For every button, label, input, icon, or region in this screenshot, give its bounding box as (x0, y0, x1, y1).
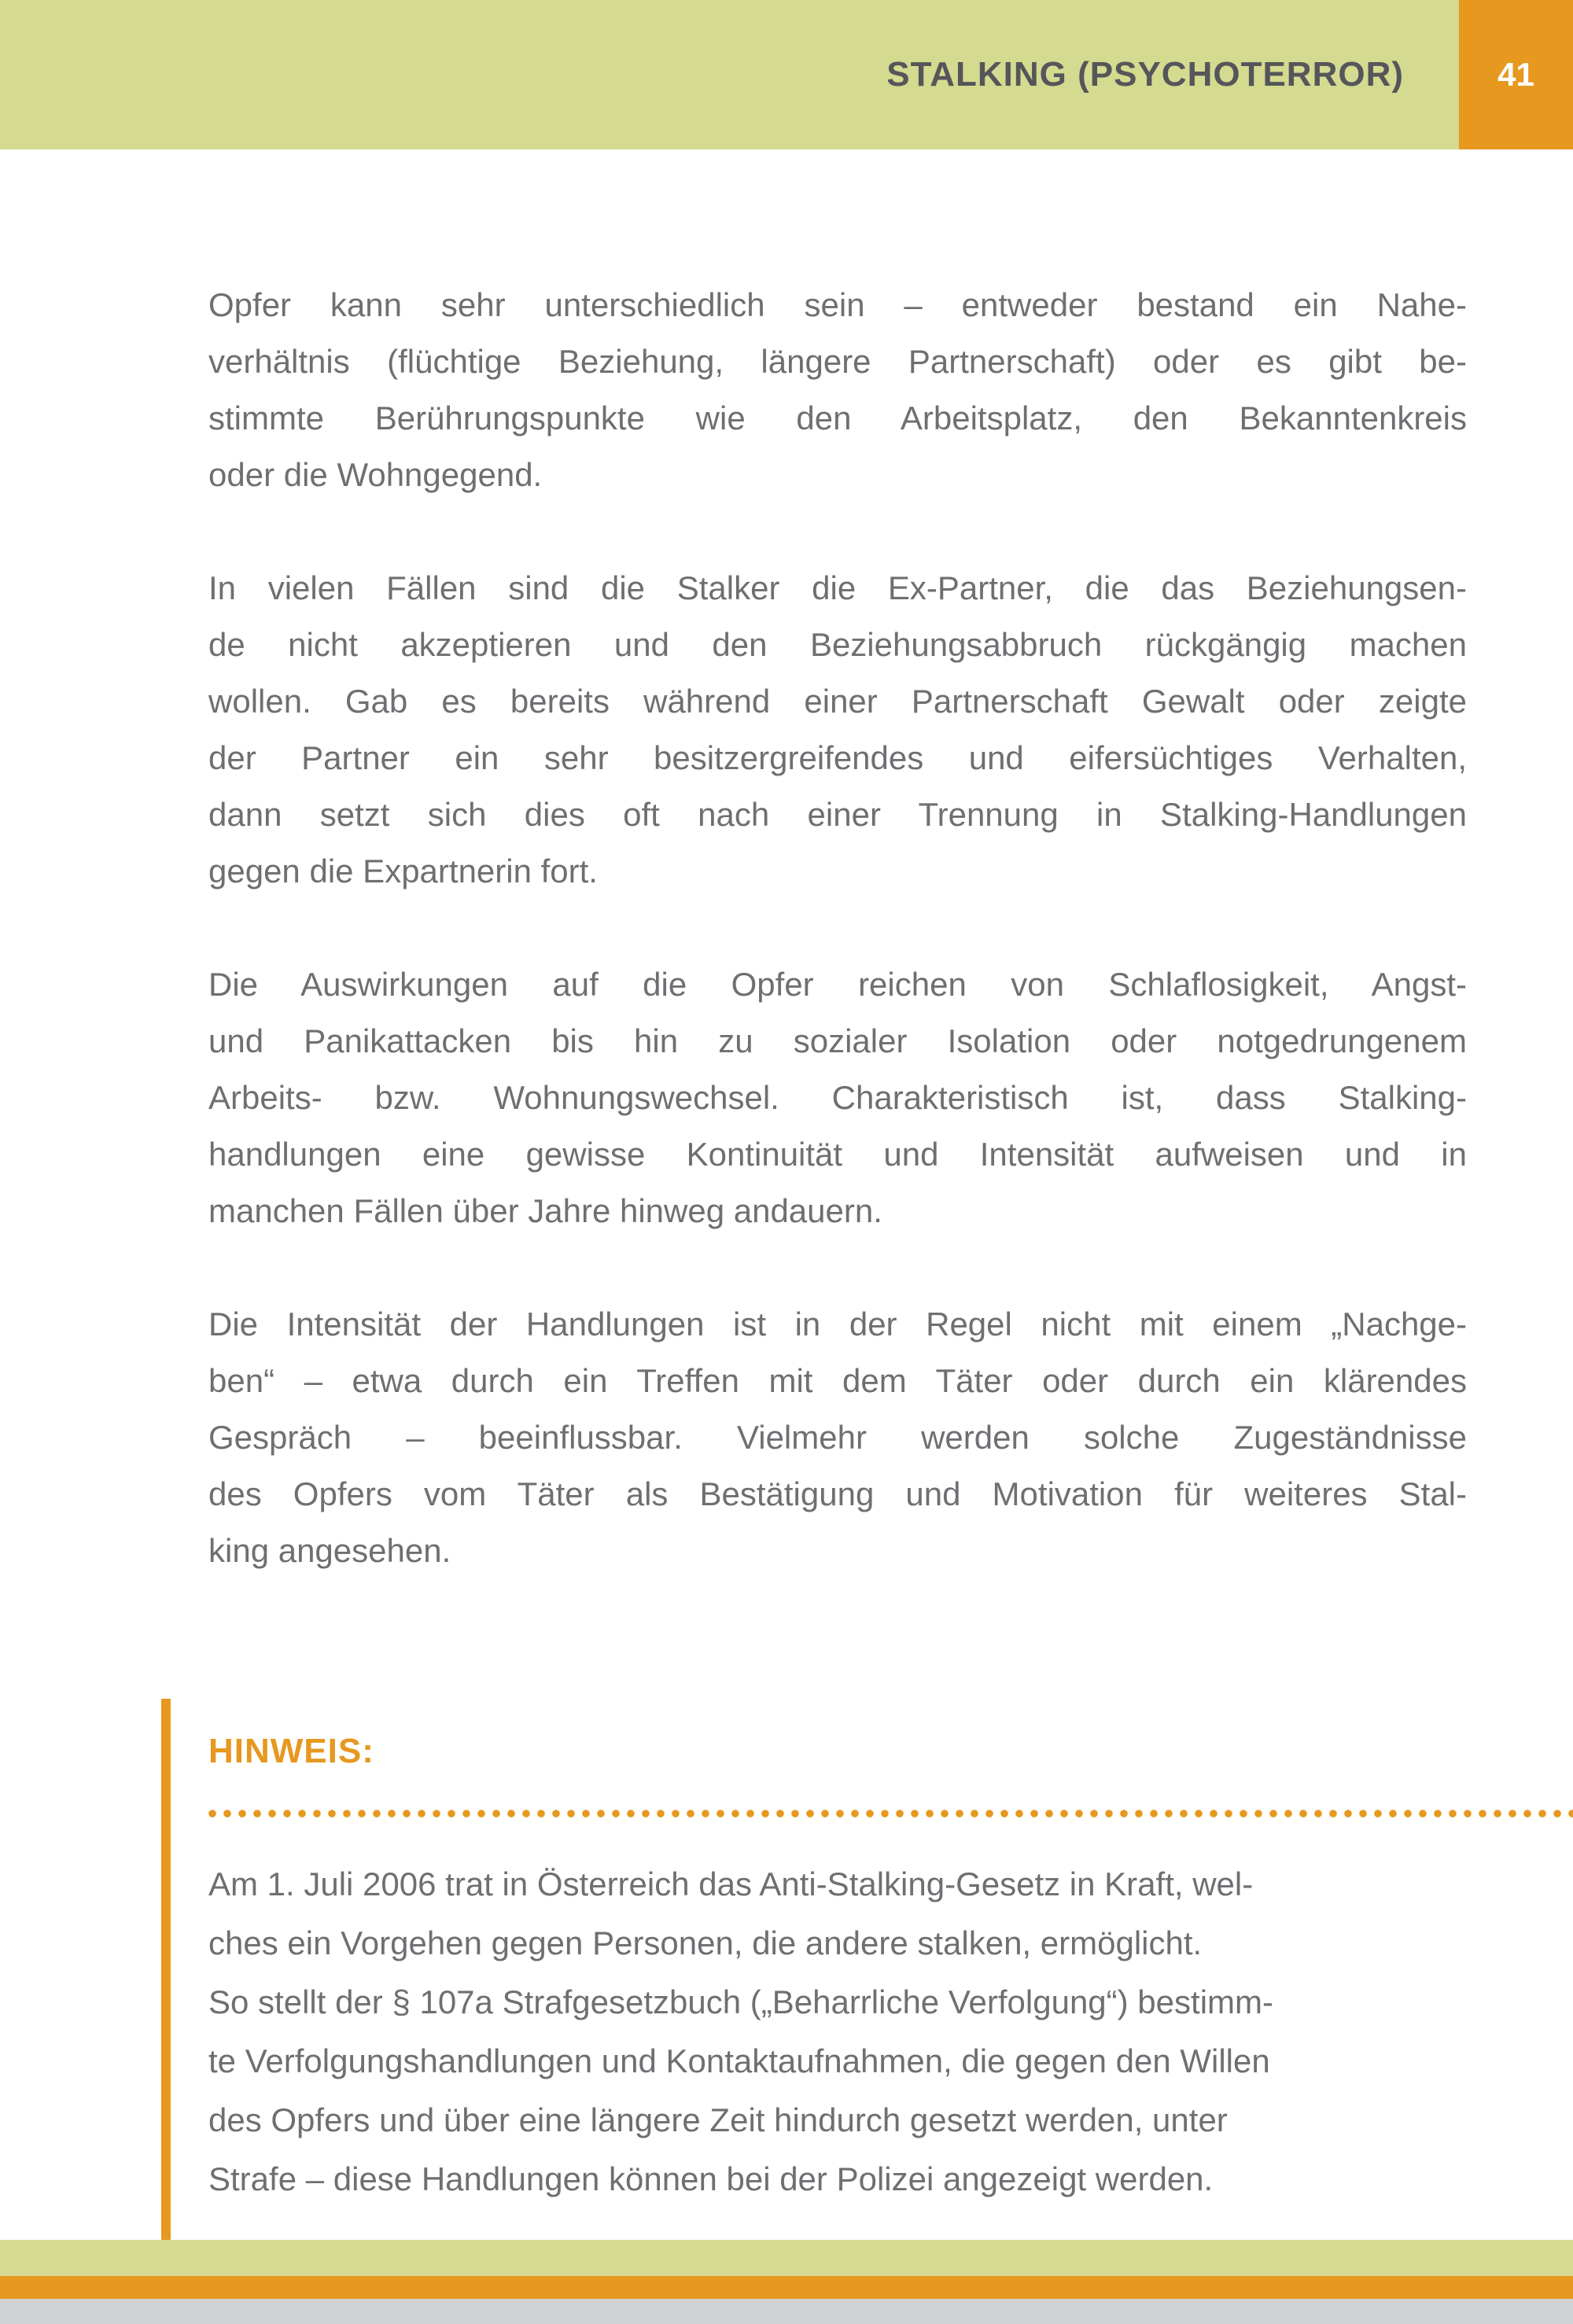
paragraph-line: handlungen eine gewisse Kontinuität und Intensität aufweisen und in (208, 1136, 1467, 1173)
footer-orange-bar (0, 2276, 1573, 2299)
note-line: des Opfers und über eine längere Zeit hindurch gesetzt werden, unter (208, 2101, 1228, 2138)
header-bar (0, 0, 1459, 149)
note-box (161, 1699, 1573, 2248)
paragraph-line: In vielen Fällen sind die Stalker die Ex-Partner, die das Beziehungsen- (208, 569, 1467, 606)
paragraph (208, 956, 1467, 1239)
paragraph-line: verhältnis (flüchtige Beziehung, längere Partnerschaft) oder es gibt be- (208, 343, 1467, 380)
paragraph-line: Gespräch – beeinflussbar. Vielmehr werden solche Zugeständnisse (208, 1419, 1467, 1456)
paragraph-line: Opfer kann sehr unterschiedlich sein – entweder bestand ein Nahe- (208, 286, 1467, 323)
page-number: 41 (1497, 56, 1534, 93)
paragraph (208, 560, 1467, 900)
paragraph-line: wollen. Gab es bereits während einer Partnerschaft Gewalt oder zeigte (208, 683, 1467, 720)
paragraph-line: ben“ – etwa durch ein Treffen mit dem Täter oder durch ein klärendes (208, 1362, 1467, 1399)
note-line: Strafe – diese Handlungen können bei der Polizei angezeigt werden. (208, 2160, 1214, 2197)
paragraph-line: manchen Fällen über Jahre hinweg andauern. (208, 1192, 882, 1229)
page-title: STALKING (PSYCHOTERROR) (886, 55, 1404, 94)
note-text (208, 1854, 1573, 2208)
paragraph-line: Die Auswirkungen auf die Opfer reichen von Schlaflosigkeit, Angst- (208, 966, 1467, 1003)
paragraph-line: stimmte Berührungspunkte wie den Arbeitsplatz, den Bekanntenkreis (208, 400, 1467, 436)
paragraph-line: Die Intensität der Handlungen ist in der Regel nicht mit einem „Nachge- (208, 1306, 1467, 1342)
note-line: So stellt der § 107a Strafgesetzbuch („Beharrliche Verfolgung“) bestimm- (208, 1983, 1273, 2020)
paragraph-line: dann setzt sich dies oft nach einer Trennung in Stalking-Handlungen (208, 796, 1467, 833)
note-line: Am 1. Juli 2006 trat in Österreich das Anti-Stalking-Gesetz in Kraft, wel- (208, 1865, 1254, 1902)
paragraph (208, 277, 1467, 503)
paragraph-line: und Panikattacken bis hin zu sozialer Isolation oder notgedrungenem (208, 1022, 1467, 1059)
footer-gray-bar (0, 2299, 1573, 2324)
body-paragraphs (208, 277, 1467, 1579)
paragraph-line: king angesehen. (208, 1532, 451, 1569)
paragraph-line: de nicht akzeptieren und den Beziehungsabbruch rückgängig machen (208, 626, 1467, 663)
paragraph-line: der Partner ein sehr besitzergreifendes und eifersüchtiges Verhalten, (208, 739, 1467, 776)
note-line: ches ein Vorgehen gegen Personen, die andere stalken, ermöglicht. (208, 1924, 1203, 1961)
dotted-divider (208, 1809, 1573, 1818)
footer-green-bar (0, 2240, 1573, 2276)
note-label: HINWEIS: (208, 1732, 374, 1770)
paragraph-line: des Opfers vom Täter als Bestätigung und Motivation für weiteres Stal- (208, 1475, 1467, 1512)
paragraph-line: oder die Wohngegend. (208, 456, 543, 493)
paragraph (208, 1296, 1467, 1579)
paragraph-line: gegen die Expartnerin fort. (208, 853, 598, 889)
paragraph-line: Arbeits- bzw. Wohnungswechsel. Charakteristisch ist, dass Stalking- (208, 1079, 1467, 1116)
page-number-box (1459, 0, 1573, 149)
note-line: te Verfolgungshandlungen und Kontaktaufnahmen, die gegen den Willen (208, 2042, 1270, 2079)
